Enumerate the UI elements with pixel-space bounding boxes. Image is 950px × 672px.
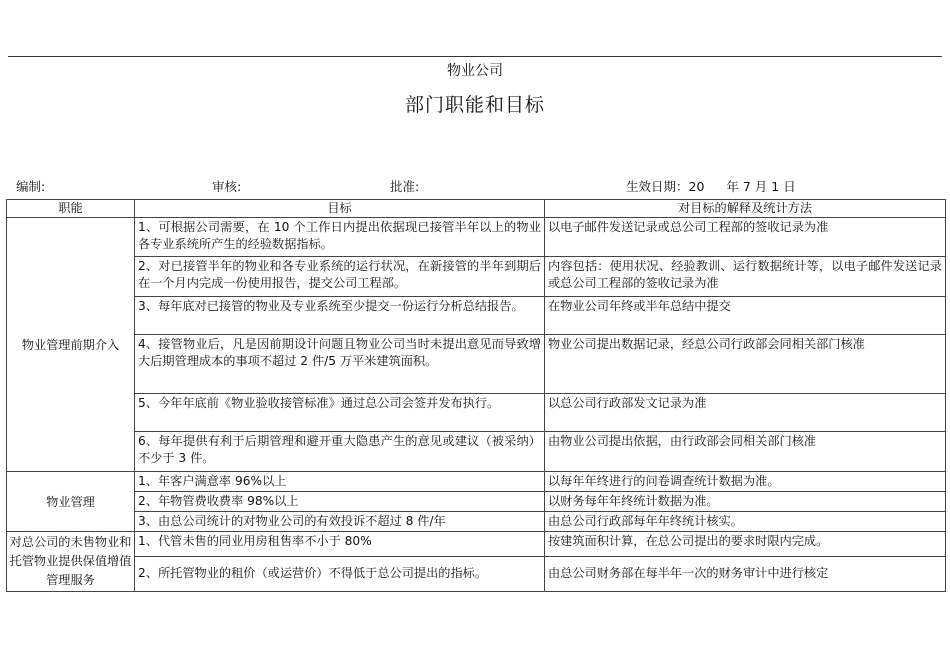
- document-title: 部门职能和目标: [404, 94, 545, 116]
- reviewer-label: 审核:: [212, 179, 242, 194]
- header-rule: [8, 56, 942, 57]
- table-row: [7, 257, 946, 297]
- table-row: [7, 432, 946, 472]
- approver-label: 批准:: [390, 179, 420, 194]
- table-row: [7, 218, 946, 257]
- method-cell: 由总公司行政部每年年终统计核实。: [545, 512, 946, 532]
- effective-date-label: 生效日期：20: [626, 179, 705, 194]
- header-function: 职能: [7, 200, 135, 218]
- method-cell: 以每年年终进行的问卷调查统计数据为准。: [545, 472, 946, 492]
- method-cell: 在物业公司年终或半年总结中提交: [545, 297, 946, 335]
- table-row: [7, 492, 946, 512]
- editor-field: [16, 177, 45, 195]
- effective-date: [626, 177, 796, 195]
- objective-cell: 4、接管物业后，凡是因前期设计问题且物业公司当时未提出意见而导致增大后期管理成本的事项不超过 2 件/5 万平米建筑面积。: [135, 335, 545, 394]
- method-cell-wrap: [545, 556, 946, 591]
- function-cell: 物业管理: [7, 472, 135, 532]
- company-name: 物业公司: [447, 63, 503, 79]
- objective-cell: 3、每年底对已接管的物业及专业系统至少提交一份运行分析总结报告。: [135, 297, 545, 335]
- table-row: [7, 394, 946, 432]
- method-cell: 按建筑面积计算，在总公司提出的要求时限内完成。: [545, 532, 946, 557]
- objective-cell: 2、所托管物业的租价（或运营价）不得低于总公司提出的指标。: [138, 565, 488, 580]
- method-cell: 以电子邮件发送记录或总公司工程部的签收记录为准: [545, 218, 946, 257]
- objective-cell: 2、年物管费收费率 98%以上: [135, 492, 545, 512]
- table-row: [7, 335, 946, 394]
- method-cell: 以财务每年年终统计数据为准。: [545, 492, 946, 512]
- reviewer-field: [212, 177, 241, 195]
- objective-cell: 2、对已接管半年的物业和各专业系统的运行状况，在新接管的半年到期后在一个月内完成一份使用报告，提交公司工程部。: [135, 257, 545, 297]
- header-objective: 目标: [135, 200, 545, 218]
- table-row: [7, 472, 946, 492]
- function-cell: 对总公司的未售物业和托管物业提供保值增值管理服务: [7, 532, 135, 592]
- table-header-row: [7, 200, 946, 218]
- objective-cell: 6、每年提供有利于后期管理和避开重大隐患产生的意见或建议（被采纳）不少于 3 件。: [135, 432, 545, 472]
- method-cell: 由物业公司提出依据，由行政部会同相关部门核准: [545, 432, 946, 472]
- table-row: [7, 556, 946, 591]
- objective-cell: 5、今年年底前《物业验收接管标准》通过总公司会签并发布执行。: [135, 394, 545, 432]
- method-cell: 由总公司财务部在每半年一次的财务审计中进行核定: [548, 565, 829, 580]
- objective-cell-wrap: [135, 556, 545, 591]
- method-cell: 内容包括：使用状况、经验教训、运行数据统计等，以电子邮件发送记录或总公司工程部的签收记录为准: [545, 257, 946, 297]
- approver-field: [390, 177, 419, 195]
- objective-cell: 1、年客户满意率 96%以上: [135, 472, 545, 492]
- objective-cell: 1、代管未售的同业用房租售率不小于 80%: [135, 532, 545, 557]
- editor-label: 编制:: [16, 179, 46, 194]
- method-cell: 物业公司提出数据记录，经总公司行政部会同相关部门核准: [545, 335, 946, 394]
- method-cell: 以总公司行政部发文记录为准: [545, 394, 946, 432]
- objective-cell: 3、由总公司统计的对物业公司的有效投诉不超过 8 件/年: [135, 512, 545, 532]
- function-cell: 物业管理前期介入: [7, 218, 135, 472]
- objective-cell: 1、可根据公司需要，在 10 个工作日内提出依据现已接管半年以上的物业各专业系统所产生的经验数据指标。: [135, 218, 545, 257]
- table-row: [7, 512, 946, 532]
- function-objective-table: [6, 199, 946, 592]
- table-row: [7, 532, 946, 557]
- effective-date-value: 年 7 月 1 日: [726, 179, 796, 194]
- table-row: [7, 297, 946, 335]
- header-method: 对目标的解释及统计方法: [545, 200, 946, 218]
